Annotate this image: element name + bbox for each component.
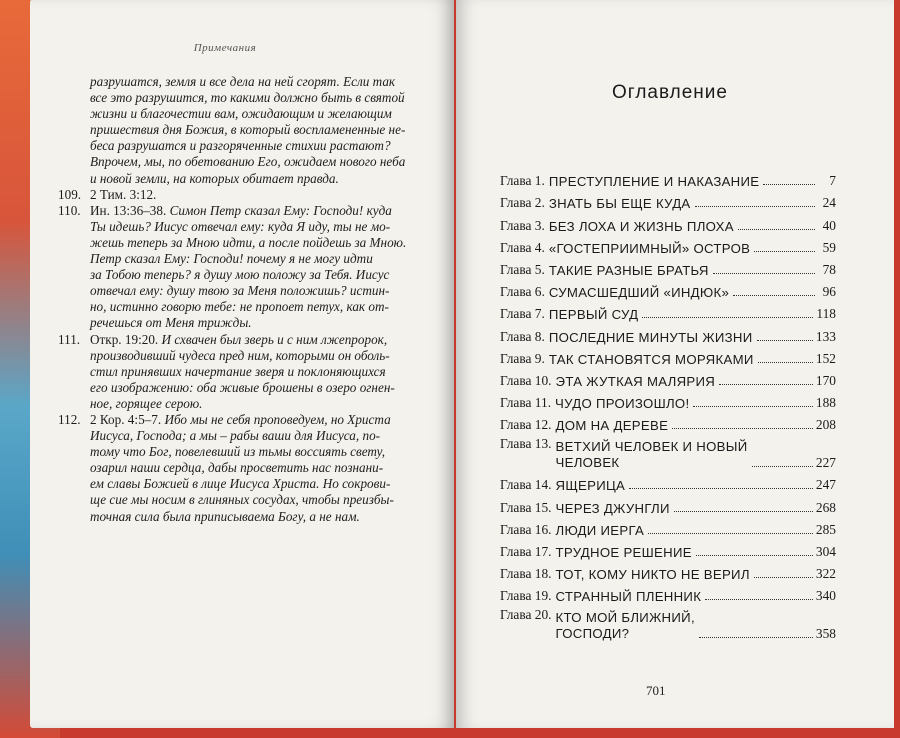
chapter-title: ТАКИЕ РАЗНЫЕ БРАТЬЯ <box>548 262 709 278</box>
chapter-page-number: 247 <box>815 477 836 493</box>
dot-leader <box>693 406 812 407</box>
toc-title: Оглавление <box>612 82 728 103</box>
chapter-page-number: 227 <box>815 455 836 471</box>
chapter-page-number: 170 <box>815 372 836 388</box>
note-line: и новой земли, на которых обитает правда. <box>90 170 339 186</box>
toc-entry[interactable] <box>500 256 836 278</box>
chapter-title: ЛЮДИ ИЕРГА <box>555 522 645 538</box>
dot-leader <box>752 466 813 467</box>
chapter-title: ЗНАТЬ БЫ ЕЩЕ КУДА <box>548 196 691 212</box>
chapter-title: СТРАННЫЙ ПЛЕННИК <box>555 589 702 605</box>
chapter-page-number: 152 <box>815 350 836 366</box>
toc-entry[interactable] <box>500 516 836 538</box>
note-item <box>58 412 410 525</box>
chapter-number: Глава 12. <box>500 417 552 433</box>
chapter-title: ТРУДНОЕ РЕШЕНИЕ <box>555 545 692 560</box>
continued-note-text <box>90 74 410 187</box>
chapter-page-number: 322 <box>815 566 836 582</box>
chapter-page-number: 24 <box>822 195 836 211</box>
note-line: тому что Бог, повелевший из тьмы воссиять свету, <box>90 444 386 460</box>
chapter-title: ЭТА ЖУТКАЯ МАЛЯРИЯ <box>555 373 716 389</box>
chapter-number: Глава 14. <box>500 477 552 493</box>
toc-entry[interactable] <box>500 278 836 300</box>
note-line: Петр сказал Ему: Господи! почему я не могу идти <box>90 251 373 267</box>
dot-leader <box>733 295 815 296</box>
chapter-page-number: 118 <box>816 306 836 322</box>
chapter-number: Глава 9. <box>500 350 545 366</box>
note-line: все это разрушится, то какими должно быть в святой <box>90 90 405 106</box>
chapter-title: КТО МОЙ БЛИЖНИЙ, ГОСПОДИ? <box>555 610 695 642</box>
chapter-title: БЕЗ ЛОХА И ЖИЗНЬ ПЛОХА <box>548 218 734 234</box>
chapter-title: «ГОСТЕПРИИМНЫЙ» ОСТРОВ <box>548 240 751 256</box>
chapter-title: ЯЩЕРИЦА <box>555 478 626 494</box>
note-line: пришествия дня Божия, в который воспламененные не- <box>90 122 406 138</box>
toc-entry[interactable] <box>500 234 836 256</box>
note-line: речешься от Меня трижды. <box>90 315 252 331</box>
note-reference: 2 Тим. 3:12. <box>90 186 157 202</box>
table-of-contents <box>500 167 836 642</box>
dot-leader <box>754 577 813 578</box>
note-line: Иисуса, Господа; а мы – рабы ваши для Иисуса, по- <box>90 428 381 444</box>
note-reference: Ин. 13:36–38. <box>90 202 167 218</box>
chapter-page-number: 7 <box>829 173 836 189</box>
chapter-number: Глава 15. <box>500 499 552 515</box>
page-number: 701 <box>646 683 666 698</box>
chapter-title: ДОМ НА ДЕРЕВЕ <box>555 418 669 434</box>
chapter-page-number: 268 <box>815 499 836 515</box>
note-line: ное, горящее серою. <box>90 395 203 411</box>
chapter-number: Глава 2. <box>500 195 545 211</box>
dot-leader <box>699 637 813 638</box>
note-line: жизни и благочестии вам, ожидающим и желающим <box>90 106 392 122</box>
chapter-number: Глава 1. <box>500 173 545 189</box>
running-head: Примечания <box>193 42 257 54</box>
toc-entry[interactable] <box>500 322 836 344</box>
dot-leader <box>738 229 815 230</box>
dot-leader <box>754 251 815 252</box>
chapter-page-number: 358 <box>815 626 836 642</box>
note-line: ем славы Божией в лице Иисуса Христа. Но сокрови- <box>90 476 391 492</box>
note-number: 111. <box>58 331 81 347</box>
chapter-page-number: 78 <box>822 261 836 277</box>
dot-leader <box>629 488 813 489</box>
chapter-number: Глава 6. <box>500 284 545 300</box>
dot-leader <box>642 317 813 318</box>
dot-leader <box>757 340 813 341</box>
note-reference: Откр. 19:20. <box>90 331 159 347</box>
note-line: Ты идешь? Иисус отвечал ему: куда Я иду, ты не мо- <box>90 218 391 234</box>
toc-entry[interactable] <box>500 189 836 211</box>
note-line: разрушатся, земля и все дела на ней сгорят. Если так <box>90 74 396 89</box>
toc-entry[interactable] <box>500 538 836 560</box>
chapter-number: Глава 18. <box>500 566 552 582</box>
chapter-number: Глава 11. <box>500 395 552 411</box>
note-line: ще сие мы носим в глиняных сосудах, чтобы преизбы- <box>90 492 394 508</box>
note-line: стил принявших начертание зверя и поклоняющихся <box>90 363 386 379</box>
dot-leader <box>696 555 813 556</box>
note-line: беса разрушатся и разгоряченные стихии растают? <box>90 138 391 154</box>
note-line: производивший чудеса пред ним, которыми он оболь- <box>90 347 390 363</box>
chapter-page-number: 96 <box>822 284 836 300</box>
dot-leader <box>695 206 815 207</box>
toc-entry[interactable] <box>500 433 836 471</box>
chapter-title: ПОСЛЕДНИЕ МИНУТЫ ЖИЗНИ <box>548 329 753 345</box>
dot-leader <box>719 384 813 385</box>
notes-list <box>58 187 410 525</box>
note-line: за Тобою теперь? я душу мою положу за Тебя. Иисус <box>90 267 390 283</box>
dot-leader <box>674 511 813 512</box>
chapter-title: СУМАСШЕДШИЙ «ИНДЮК» <box>548 285 730 301</box>
chapter-title: ТОТ, КОМУ НИКТО НЕ ВЕРИЛ <box>555 567 750 583</box>
chapter-title: ПРЕСТУПЛЕНИЕ И НАКАЗАНИЕ <box>548 174 760 190</box>
note-line: его изображению: оба живые брошены в озеро огнен- <box>90 379 395 395</box>
toc-entry[interactable] <box>500 471 836 493</box>
toc-entry[interactable] <box>500 167 836 189</box>
note-reference: 2 Кор. 4:5–7. <box>90 411 162 427</box>
note-number: 109. <box>58 186 82 202</box>
note-line: 2 Кор. 4:5–7. Ибо мы не себя проповедуем, но Христа <box>90 411 391 427</box>
note-number: 110. <box>58 202 81 218</box>
toc-entry[interactable] <box>500 211 836 233</box>
toc-entry[interactable] <box>500 604 836 642</box>
note-line: Впрочем, мы, по обетованию Его, ожидаем нового неба <box>90 154 406 170</box>
chapter-number: Глава 4. <box>500 239 545 255</box>
notes-section <box>58 74 410 525</box>
dot-leader <box>763 184 815 185</box>
chapter-number: Глава 3. <box>500 217 545 233</box>
note-item <box>58 332 410 412</box>
toc-entry[interactable] <box>500 582 836 604</box>
note-line: жешь теперь за Мною идти, а после пойдешь за Мною. <box>90 234 407 250</box>
dot-leader <box>713 273 815 274</box>
chapter-page-number: 188 <box>815 395 836 411</box>
chapter-page-number: 208 <box>815 417 836 433</box>
toc-entry[interactable] <box>500 493 836 515</box>
chapter-page-number: 40 <box>822 217 836 233</box>
note-line: но, истинно говорю тебе: не пропоет петух, как от- <box>90 299 389 315</box>
toc-entry[interactable] <box>500 411 836 433</box>
chapter-title: ПЕРВЫЙ СУД <box>548 307 639 323</box>
dot-leader <box>758 362 813 363</box>
chapter-page-number: 304 <box>815 544 836 559</box>
chapter-number: Глава 5. <box>500 261 545 277</box>
note-line: точная сила была приписываема Богу, а не нам. <box>90 508 360 524</box>
chapter-page-number: 285 <box>815 521 836 537</box>
chapter-page-number: 340 <box>815 588 836 604</box>
toc-entry[interactable] <box>500 389 836 411</box>
chapter-number: Глава 19. <box>500 588 552 604</box>
chapter-page-number: 133 <box>815 328 836 344</box>
chapter-number: Глава 20. <box>500 607 552 623</box>
note-line: Откр. 19:20. И схвачен был зверь и с ним лжепророк, <box>90 331 388 347</box>
chapter-title: ВЕТХИЙ ЧЕЛОВЕК И НОВЫЙ ЧЕЛОВЕК <box>555 439 748 471</box>
chapter-number: Глава 16. <box>500 521 552 537</box>
chapter-number: Глава 10. <box>500 372 552 388</box>
chapter-number: Глава 17. <box>500 544 552 559</box>
chapter-page-number: 59 <box>822 239 836 255</box>
toc-entry[interactable] <box>500 367 836 389</box>
toc-entry[interactable] <box>500 560 836 582</box>
chapter-title: ЧЕРЕЗ ДЖУНГЛИ <box>555 500 670 516</box>
note-line: Ин. 13:36–38. Симон Петр сказал Ему: Господи! куда <box>90 202 392 218</box>
note-item <box>58 203 410 332</box>
dot-leader <box>705 599 813 600</box>
dot-leader <box>672 428 813 429</box>
chapter-number: Глава 8. <box>500 328 545 344</box>
toc-entry[interactable] <box>500 345 836 367</box>
chapter-number: Глава 13. <box>500 436 552 452</box>
note-item <box>58 187 410 203</box>
toc-entry[interactable] <box>500 300 836 322</box>
note-line: озарил наши сердца, дабы просветить нас познани- <box>90 460 384 476</box>
chapter-number: Глава 7. <box>500 306 545 322</box>
note-number: 112. <box>58 411 81 427</box>
chapter-title: ЧУДО ПРОИЗОШЛО! <box>555 396 690 412</box>
note-line <box>90 187 410 203</box>
note-line: отвечал ему: душу твою за Меня положишь? истин- <box>90 283 390 299</box>
dot-leader <box>648 533 813 534</box>
chapter-title: ТАК СТАНОВЯТСЯ МОРЯКАМИ <box>548 351 754 367</box>
